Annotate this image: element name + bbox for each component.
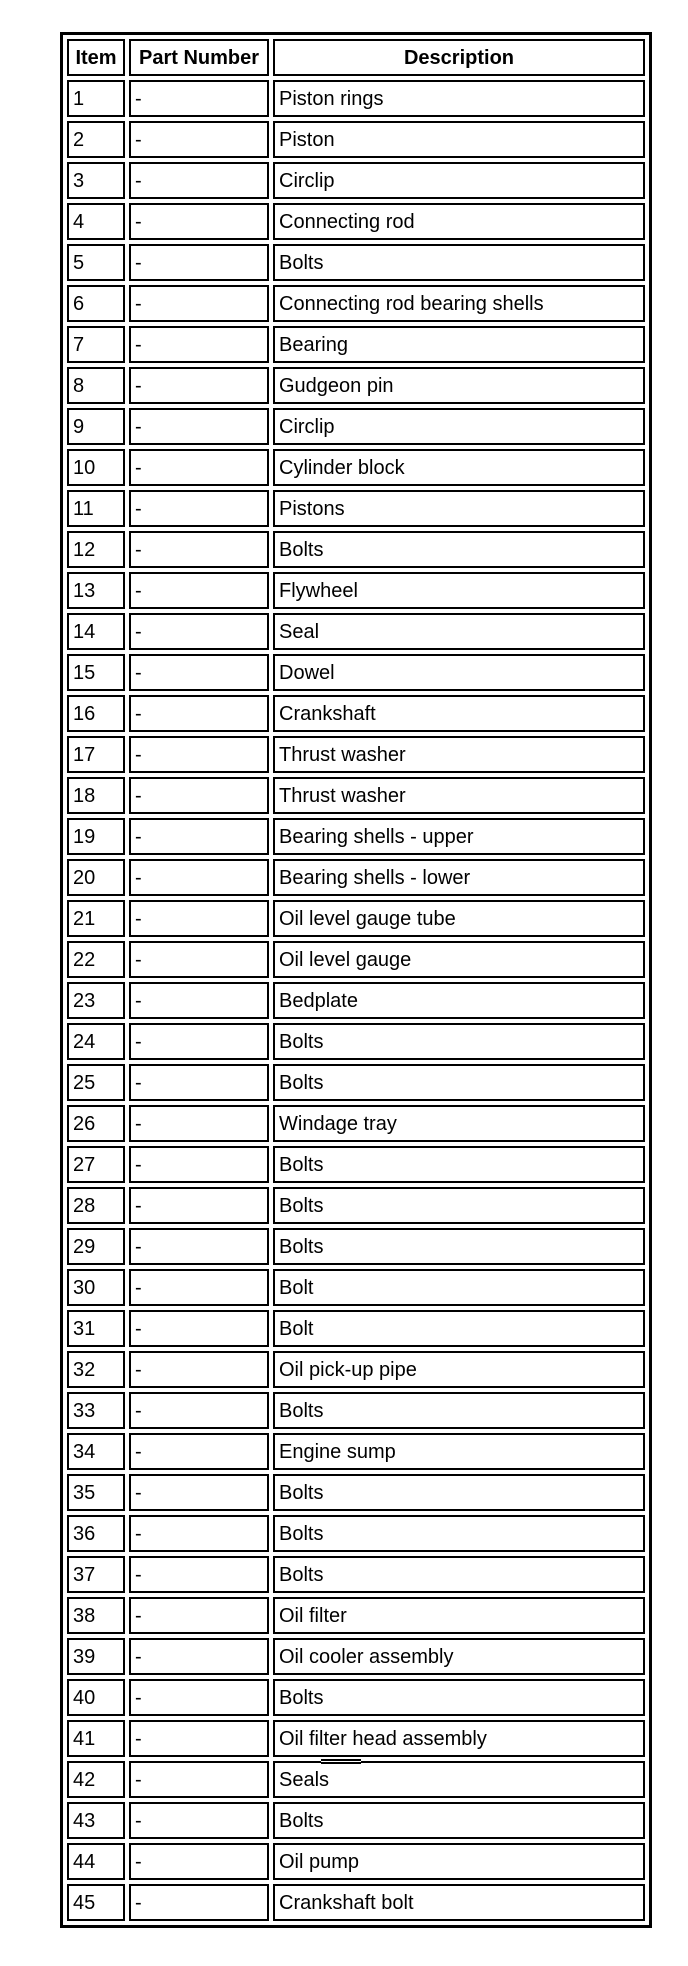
cell-item: 26	[67, 1105, 125, 1142]
cell-item: 10	[67, 449, 125, 486]
cell-part-number: -	[129, 982, 269, 1019]
cell-description: Bolts	[273, 1187, 645, 1224]
cell-item: 18	[67, 777, 125, 814]
table-row	[67, 449, 645, 486]
cell-description: Seal	[273, 613, 645, 650]
cell-item: 14	[67, 613, 125, 650]
cell-item: 32	[67, 1351, 125, 1388]
cell-part-number: -	[129, 736, 269, 773]
table-row	[67, 1228, 645, 1265]
cell-item: 27	[67, 1146, 125, 1183]
cell-description: Oil pump	[273, 1843, 645, 1880]
cell-item: 28	[67, 1187, 125, 1224]
cell-description: Oil filter	[273, 1597, 645, 1634]
cell-part-number: -	[129, 1597, 269, 1634]
cell-part-number: -	[129, 1187, 269, 1224]
cell-description: Bolts	[273, 1146, 645, 1183]
table-row	[67, 1187, 645, 1224]
cell-description: Thrust washer	[273, 777, 645, 814]
cell-item: 2	[67, 121, 125, 158]
parts-table	[60, 32, 652, 1928]
cell-part-number: -	[129, 695, 269, 732]
cell-item: 29	[67, 1228, 125, 1265]
cell-description: Bolts	[273, 1556, 645, 1593]
cell-item: 36	[67, 1515, 125, 1552]
cell-part-number: -	[129, 1638, 269, 1675]
cell-item: 3	[67, 162, 125, 199]
cell-item: 21	[67, 900, 125, 937]
table-row	[67, 1064, 645, 1101]
cell-part-number: -	[129, 244, 269, 281]
cell-description: Oil level gauge tube	[273, 900, 645, 937]
cell-description: Crankshaft	[273, 695, 645, 732]
table-row	[67, 1105, 645, 1142]
cell-description: Gudgeon pin	[273, 367, 645, 404]
cell-description: Bedplate	[273, 982, 645, 1019]
table-row	[67, 1679, 645, 1716]
table-row	[67, 1843, 645, 1880]
table-row	[67, 1392, 645, 1429]
cell-item: 41	[67, 1720, 125, 1757]
cell-part-number: -	[129, 1556, 269, 1593]
cell-description: Bolts	[273, 1064, 645, 1101]
cell-item: 34	[67, 1433, 125, 1470]
cell-description: Connecting rod	[273, 203, 645, 240]
cell-item: 12	[67, 531, 125, 568]
cell-item: 39	[67, 1638, 125, 1675]
cell-part-number: -	[129, 1392, 269, 1429]
cell-item: 30	[67, 1269, 125, 1306]
table-row	[67, 162, 645, 199]
cell-part-number: -	[129, 326, 269, 363]
cell-item: 23	[67, 982, 125, 1019]
cell-part-number: -	[129, 367, 269, 404]
cell-description: Seals	[273, 1761, 645, 1798]
table-row	[67, 1597, 645, 1634]
table-row	[67, 941, 645, 978]
cell-part-number: -	[129, 203, 269, 240]
cell-part-number: -	[129, 408, 269, 445]
cell-part-number: -	[129, 1761, 269, 1798]
cell-item: 1	[67, 80, 125, 117]
cell-description: Bolts	[273, 1474, 645, 1511]
cell-part-number: -	[129, 1310, 269, 1347]
cell-description: Bolts	[273, 1515, 645, 1552]
cell-description: Windage tray	[273, 1105, 645, 1142]
cell-description: Oil level gauge	[273, 941, 645, 978]
table-row	[67, 367, 645, 404]
cell-description: Bolts	[273, 1228, 645, 1265]
cell-part-number: -	[129, 818, 269, 855]
column-header-item: Item	[67, 39, 125, 76]
cell-part-number: -	[129, 121, 269, 158]
cell-description: Pistons	[273, 490, 645, 527]
cell-item: 38	[67, 1597, 125, 1634]
table-row	[67, 1556, 645, 1593]
cell-description: Bolts	[273, 1679, 645, 1716]
table-row	[67, 531, 645, 568]
header-row	[67, 39, 645, 76]
cell-part-number: -	[129, 490, 269, 527]
cell-item: 35	[67, 1474, 125, 1511]
cell-part-number: -	[129, 1474, 269, 1511]
cell-description: Bolts	[273, 1802, 645, 1839]
table-row	[67, 654, 645, 691]
cell-item: 9	[67, 408, 125, 445]
table-row	[67, 1023, 645, 1060]
cell-part-number: -	[129, 162, 269, 199]
cell-item: 20	[67, 859, 125, 896]
cell-item: 25	[67, 1064, 125, 1101]
table-row	[67, 121, 645, 158]
cell-part-number: -	[129, 1269, 269, 1306]
table-row	[67, 1351, 645, 1388]
cell-part-number: -	[129, 1105, 269, 1142]
cell-description: Bolt	[273, 1310, 645, 1347]
cell-item: 33	[67, 1392, 125, 1429]
cell-part-number: -	[129, 1802, 269, 1839]
cell-item: 5	[67, 244, 125, 281]
cell-part-number: -	[129, 1679, 269, 1716]
cell-description: Circlip	[273, 408, 645, 445]
cell-description: Connecting rod bearing shells	[273, 285, 645, 322]
table-row	[67, 613, 645, 650]
table-row	[67, 777, 645, 814]
cell-item: 43	[67, 1802, 125, 1839]
column-header-description: Description	[273, 39, 645, 76]
cell-description: Cylinder block	[273, 449, 645, 486]
table-row	[67, 244, 645, 281]
table-row	[67, 203, 645, 240]
cell-item: 17	[67, 736, 125, 773]
cell-item: 31	[67, 1310, 125, 1347]
cell-part-number: -	[129, 285, 269, 322]
table-row	[67, 1433, 645, 1470]
parts-table-header	[67, 39, 645, 76]
table-row	[67, 1146, 645, 1183]
cell-description: Piston rings	[273, 80, 645, 117]
table-row	[67, 859, 645, 896]
table-row	[67, 1474, 645, 1511]
cell-description: Bolts	[273, 531, 645, 568]
cell-item: 6	[67, 285, 125, 322]
cell-part-number: -	[129, 1146, 269, 1183]
cell-item: 37	[67, 1556, 125, 1593]
table-row	[67, 900, 645, 937]
cell-part-number: -	[129, 1515, 269, 1552]
cell-description: Oil cooler assembly	[273, 1638, 645, 1675]
cell-item: 40	[67, 1679, 125, 1716]
cell-item: 15	[67, 654, 125, 691]
table-row	[67, 1761, 645, 1798]
table-row	[67, 1269, 645, 1306]
cell-part-number: -	[129, 1884, 269, 1921]
cell-part-number: -	[129, 1720, 269, 1757]
cell-part-number: -	[129, 1433, 269, 1470]
cell-item: 8	[67, 367, 125, 404]
table-row	[67, 1802, 645, 1839]
table-row	[67, 285, 645, 322]
table-row	[67, 1515, 645, 1552]
cell-description: Bearing shells - lower	[273, 859, 645, 896]
cell-part-number: -	[129, 1023, 269, 1060]
cell-part-number: -	[129, 449, 269, 486]
cell-item: 44	[67, 1843, 125, 1880]
cell-part-number: -	[129, 1228, 269, 1265]
cell-description: Thrust washer	[273, 736, 645, 773]
cell-description: Bolts	[273, 1392, 645, 1429]
cell-part-number: -	[129, 859, 269, 896]
cell-item: 11	[67, 490, 125, 527]
cell-description: Bolts	[273, 244, 645, 281]
cell-part-number: -	[129, 900, 269, 937]
table-row	[67, 1720, 645, 1757]
table-row	[67, 736, 645, 773]
cell-description: Piston	[273, 121, 645, 158]
table-row	[67, 818, 645, 855]
table-row	[67, 572, 645, 609]
cell-part-number: -	[129, 654, 269, 691]
cell-item: 24	[67, 1023, 125, 1060]
cell-description: Engine sump	[273, 1433, 645, 1470]
cell-item: 13	[67, 572, 125, 609]
cell-item: 19	[67, 818, 125, 855]
cell-part-number: -	[129, 941, 269, 978]
cell-item: 22	[67, 941, 125, 978]
cell-description: Oil pick-up pipe	[273, 1351, 645, 1388]
parts-table-body	[67, 80, 645, 1921]
table-row	[67, 408, 645, 445]
cell-description: Oil filter head assembly	[273, 1720, 645, 1757]
column-header-part-number: Part Number	[129, 39, 269, 76]
cell-item: 45	[67, 1884, 125, 1921]
cell-description: Flywheel	[273, 572, 645, 609]
cell-item: 4	[67, 203, 125, 240]
table-row	[67, 80, 645, 117]
cell-description: Bearing	[273, 326, 645, 363]
table-row	[67, 695, 645, 732]
table-row	[67, 326, 645, 363]
cell-part-number: -	[129, 572, 269, 609]
cell-part-number: -	[129, 1064, 269, 1101]
table-row	[67, 1310, 645, 1347]
table-row	[67, 490, 645, 527]
table-row	[67, 1638, 645, 1675]
cell-description: Bolts	[273, 1023, 645, 1060]
cell-part-number: -	[129, 613, 269, 650]
cell-item: 7	[67, 326, 125, 363]
cell-item: 16	[67, 695, 125, 732]
cell-part-number: -	[129, 1351, 269, 1388]
cell-description: Bolt	[273, 1269, 645, 1306]
cell-item: 42	[67, 1761, 125, 1798]
cell-description: Bearing shells - upper	[273, 818, 645, 855]
cell-part-number: -	[129, 1843, 269, 1880]
cell-part-number: -	[129, 777, 269, 814]
cell-description: Dowel	[273, 654, 645, 691]
cell-description: Circlip	[273, 162, 645, 199]
cell-description: Crankshaft bolt	[273, 1884, 645, 1921]
table-row	[67, 982, 645, 1019]
cell-part-number: -	[129, 80, 269, 117]
table-row	[67, 1884, 645, 1921]
cell-part-number: -	[129, 531, 269, 568]
